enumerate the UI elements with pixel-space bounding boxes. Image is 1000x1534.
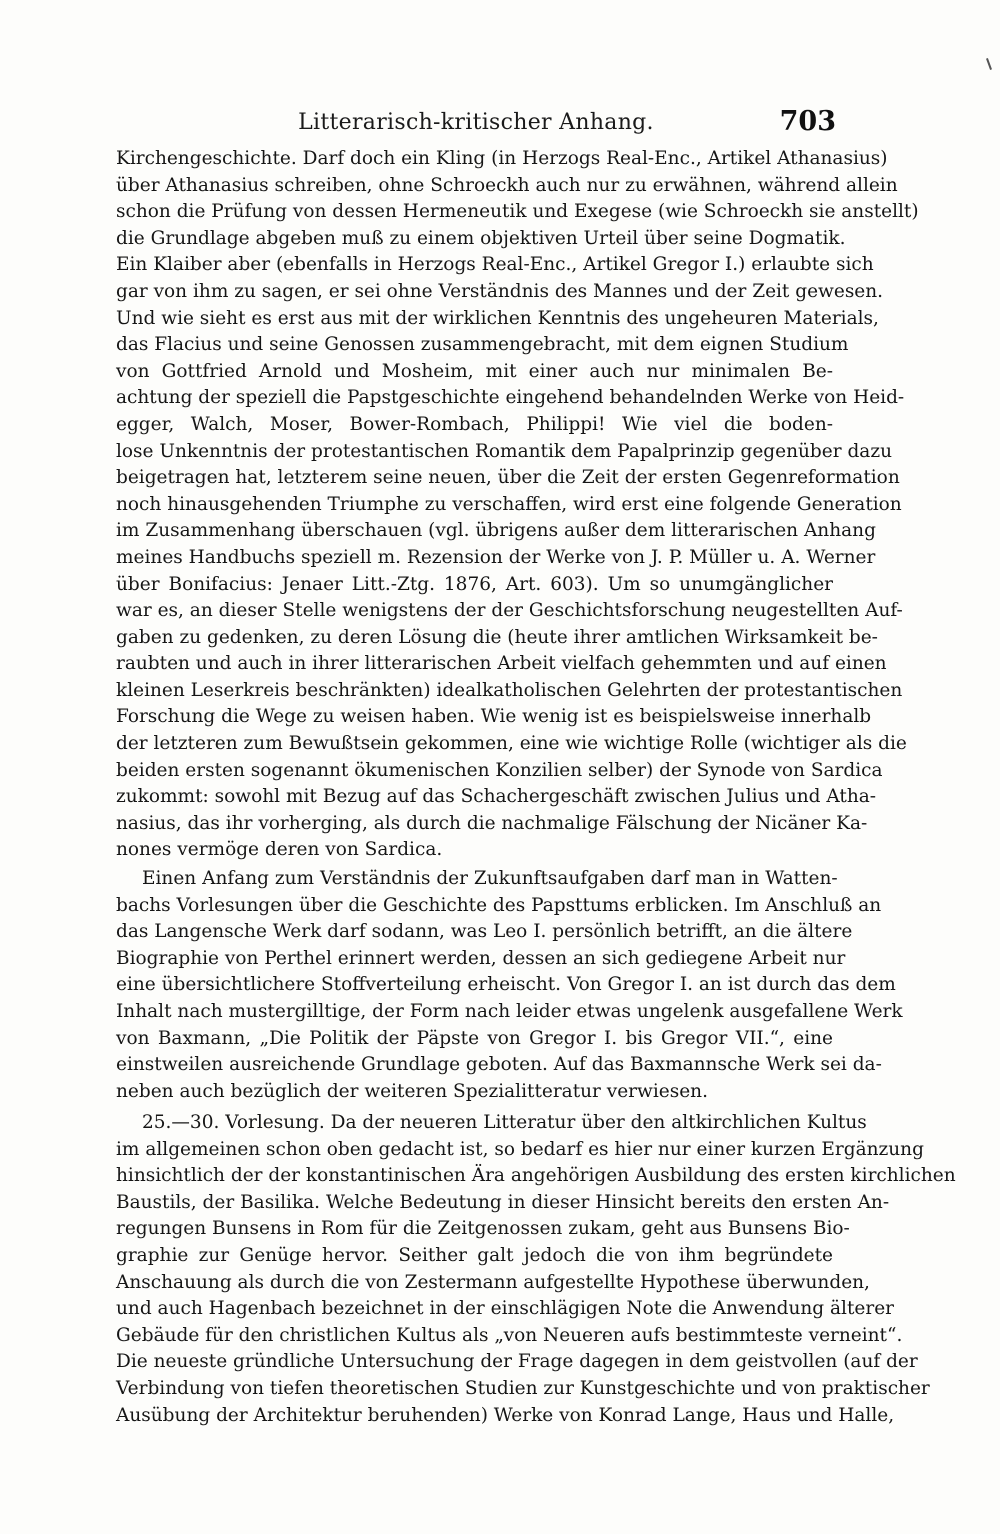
text-line: graphie zur Genüge hervor. Seither galt jedoch die von ihm begründete — [116, 1244, 833, 1266]
page-number: 703 — [779, 106, 836, 137]
text-line: Und wie sieht es erst aus mit der wirklichen Kenntnis des ungeheuren Materials, — [116, 307, 879, 329]
text-line: Forschung die Wege zu weisen haben. Wie wenig ist es beispielsweise innerhalb — [116, 706, 872, 728]
text-line: lose Unkenntnis der protestantischen Romantik dem Papalprinzip gegenüber dazu — [116, 440, 892, 462]
text-line: beigetragen hat, letzterem seine neuen, über die Zeit der ersten Gegenreformation — [116, 467, 900, 489]
text-line: egger, Walch, Moser, Bower-Rombach, Philippi! Wie viel die boden- — [116, 413, 833, 435]
text-line: zukommt: sowohl mit Bezug auf das Schachergeschäft zwischen Julius und Atha- — [116, 786, 877, 808]
text-line: Verbindung von tiefen theoretischen Studien zur Kunstgeschichte und von praktischer — [116, 1377, 930, 1399]
text-line: schon die Prüfung von dessen Hermeneutik und Exegese (wie Schroeckh sie anstellt) — [116, 201, 919, 223]
text-line: Ein Klaiber aber (ebenfalls in Herzogs Real-Enc., Artikel Gregor I.) erlaubte sich — [116, 254, 874, 276]
text-line: von Gottfried Arnold und Mosheim, mit einer auch nur minimalen Be- — [116, 360, 833, 382]
text-line: das Flacius und seine Genossen zusammengebracht, mit dem eignen Studium — [116, 334, 849, 356]
text-line: Einen Anfang zum Verständnis der Zukunftsaufgaben darf man in Watten- — [142, 868, 838, 889]
paragraph-2 — [116, 866, 903, 1105]
text-line: meines Handbuchs speziell m. Rezension der Werke von J. P. Müller u. A. Werner — [116, 546, 876, 568]
text-line: über Athanasius schreiben, ohne Schroeckh auch nur zu erwähnen, während allein — [116, 174, 898, 196]
text-line: Baustils, der Basilika. Welche Bedeutung in dieser Hinsicht bereits den ersten An- — [116, 1191, 890, 1213]
text-line: kleinen Leserkreis beschränkten) idealkatholischen Gelehrten der protestantischen — [116, 679, 903, 701]
text-line: einstweilen ausreichende Grundlage geboten. Auf das Baxmannsche Werk sei da- — [116, 1054, 882, 1076]
paragraph-3 — [116, 1110, 956, 1429]
text-line: achtung der speziell die Papstgeschichte eingehend behandelnden Werke von Heid- — [116, 387, 905, 409]
text-line: im Zusammenhang überschauen (vgl. übrigens außer dem litterarischen Anhang — [116, 520, 876, 542]
text-line: und auch Hagenbach bezeichnet in der einschlägigen Note die Anwendung älterer — [116, 1298, 894, 1320]
text-line: Kirchengeschichte. Darf doch ein Kling (in Herzogs Real-Enc., Artikel Athanasius) — [116, 148, 888, 169]
text-line: Inhalt nach mustergilltige, der Form nach leider etwas ungelenk ausgefallene Werk — [116, 1000, 903, 1022]
page-header — [116, 104, 836, 144]
text-line: über Bonifacius: Jenaer Litt.-Ztg. 1876, Art. 603). Um so unumgänglicher — [116, 573, 833, 595]
text-line: beiden ersten sogenannt ökumenischen Konzilien selber) der Synode von Sardica — [116, 759, 883, 781]
text-line: gaben zu gedenken, zu deren Lösung die (heute ihrer amtlichen Wirksamkeit be- — [116, 626, 878, 648]
text-line: von Baxmann, „Die Politik der Päpste von Gregor I. bis Gregor VII.“, eine — [116, 1027, 833, 1049]
scan-mark — [986, 58, 992, 70]
text-line: Gebäude für den christlichen Kultus als „von Neueren aufs bestimmteste verneint“. — [116, 1324, 903, 1346]
text-line: war es, an dieser Stelle wenigstens der der Geschichtsforschung neugestellten Auf- — [116, 600, 903, 622]
text-line: der letzteren zum Bewußtsein gekommen, eine wie wichtige Rolle (wichtiger als die — [116, 733, 907, 755]
text-line: Anschauung als durch die von Zestermann aufgestellte Hypothese überwunden, — [116, 1271, 870, 1293]
paragraph-1 — [116, 146, 919, 864]
text-line: 25.—30. Vorlesung. Da der neueren Litteratur über den altkirchlichen Kultus — [142, 1112, 867, 1133]
text-line: regungen Bunsens in Rom für die Zeitgenossen zukam, geht aus Bunsens Bio- — [116, 1218, 850, 1240]
text-line: nones vermöge deren von Sardica. — [116, 839, 443, 861]
text-line: Ausübung der Architektur beruhenden) Werke von Konrad Lange, Haus und Halle, — [116, 1404, 895, 1426]
text-line: hinsichtlich der der konstantinischen Ära angehörigen Ausbildung des ersten kirchlichen — [116, 1165, 956, 1187]
text-line: gar von ihm zu sagen, er sei ohne Verständnis des Mannes und der Zeit gewesen. — [116, 280, 884, 302]
text-line: noch hinausgehenden Triumphe zu verschaffen, wird erst eine folgende Generation — [116, 493, 902, 515]
text-line: das Langensche Werk darf sodann, was Leo I. persönlich betrifft, an die ältere — [116, 921, 853, 943]
text-line: die Grundlage abgeben muß zu einem objektiven Urteil über seine Dogmatik. — [116, 227, 846, 249]
running-title: Litterarisch-kritischer Anhang. — [298, 110, 654, 135]
text-line: Biographie von Perthel erinnert werden, dessen an sich gediegene Arbeit nur — [116, 947, 846, 969]
text-line: bachs Vorlesungen über die Geschichte des Papsttums erblicken. Im Anschluß an — [116, 894, 882, 916]
text-line: neben auch bezüglich der weiteren Spezialitteratur verwiesen. — [116, 1080, 708, 1102]
text-line: raubten und auch in ihrer litterarischen Arbeit vielfach gehemmten und auf einen — [116, 653, 887, 675]
text-line: eine übersichtlichere Stoffverteilung erheischt. Von Gregor I. an ist durch das dem — [116, 974, 896, 996]
text-line: Die neueste gründliche Untersuchung der Frage dagegen in dem geistvollen (auf der — [116, 1351, 918, 1373]
text-line: im allgemeinen schon oben gedacht ist, so bedarf es hier nur einer kurzen Ergänzung — [116, 1138, 924, 1160]
text-line: nasius, das ihr vorherging, als durch die nachmalige Fälschung der Nicäner Ka- — [116, 812, 868, 834]
